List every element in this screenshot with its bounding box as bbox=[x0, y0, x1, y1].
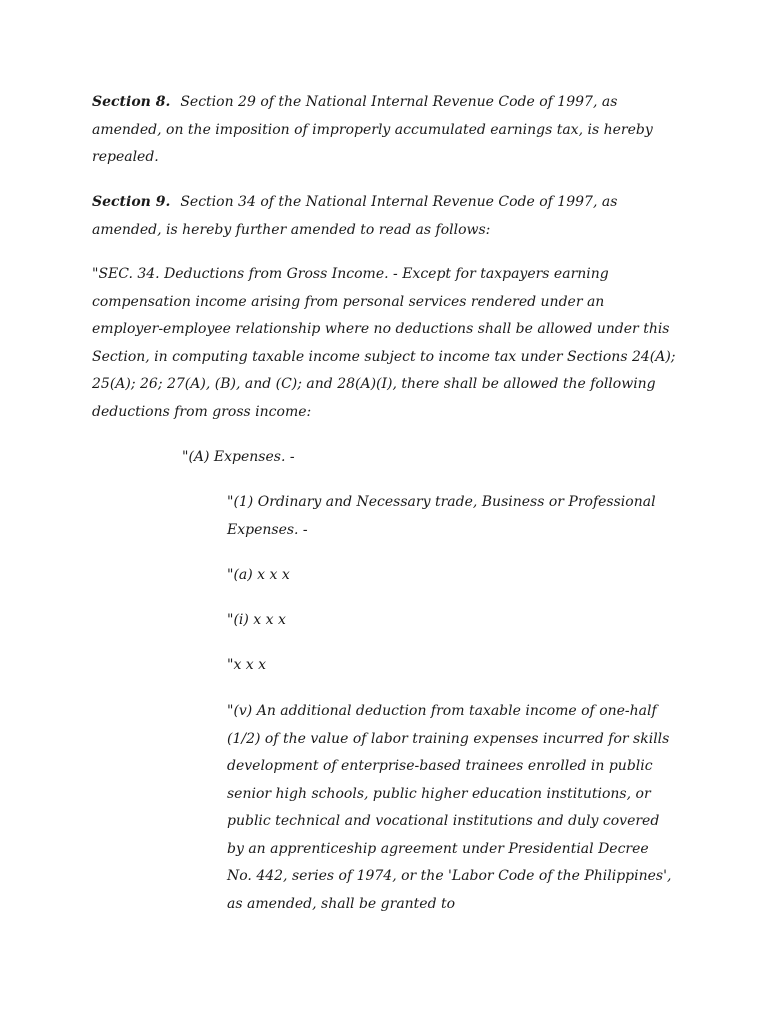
section-8-line-2: amended, on the imposition of improperly accumulated earnings tax, is hereby bbox=[92, 121, 653, 138]
section-8-label: Section 8. bbox=[92, 94, 171, 110]
item-xxx bbox=[227, 652, 266, 680]
sec-34-line: deductions from gross income: bbox=[92, 403, 312, 420]
section-9-line-2: amended, is hereby further amended to read as follows: bbox=[92, 221, 491, 238]
ordinary-expenses-paragraph bbox=[227, 489, 656, 544]
sec-34-line: 25(A); 26; 27(A), (B), and (C); and 28(A)(I), there shall be allowed the following bbox=[92, 376, 656, 392]
section-9-label: Section 9. bbox=[92, 194, 171, 210]
item-v-line: "(v) An additional deduction from taxable income of one-half bbox=[227, 703, 657, 719]
section-8-line-3: repealed. bbox=[92, 149, 159, 165]
expenses-a-heading bbox=[182, 444, 295, 472]
sec-34-line: Section, in computing taxable income subject to income tax under Sections 24(A); bbox=[92, 348, 676, 365]
item-i-text: "(i) x x x bbox=[227, 612, 286, 628]
item-v-line: senior high schools, public higher education institutions, or bbox=[227, 785, 651, 802]
item-v-line: as amended, shall be granted to bbox=[227, 895, 456, 912]
ordinary-line: Expenses. - bbox=[227, 521, 308, 538]
item-v-line: development of enterprise-based trainees enrolled in public bbox=[227, 758, 653, 774]
section-8-paragraph bbox=[92, 89, 653, 172]
sec-34-line: employer-employee relationship where no deductions shall be allowed under this bbox=[92, 321, 670, 337]
section-9-paragraph bbox=[92, 189, 617, 244]
expenses-a-text: "(A) Expenses. - bbox=[182, 449, 295, 465]
item-v-line: (1/2) of the value of labor training expenses incurred for skills bbox=[227, 730, 670, 747]
item-a-text: "(a) x x x bbox=[227, 567, 290, 583]
section-9-line-1 bbox=[92, 189, 617, 217]
item-a bbox=[227, 562, 290, 590]
item-v-paragraph bbox=[227, 698, 671, 918]
sec-34-paragraph bbox=[92, 261, 676, 426]
item-v-line: public technical and vocational institutions and duly covered bbox=[227, 813, 660, 829]
ordinary-line: "(1) Ordinary and Necessary trade, Business or Professional bbox=[227, 494, 656, 510]
item-i bbox=[227, 607, 286, 635]
section-9-text: Section 34 of the National Internal Revenue Code of 1997, as bbox=[180, 194, 618, 210]
sec-34-line: "SEC. 34. Deductions from Gross Income. - Except for taxpayers earning bbox=[92, 266, 609, 282]
section-8-text: Section 29 of the National Internal Revenue Code of 1997, as bbox=[180, 94, 618, 110]
section-8-line-1 bbox=[92, 89, 653, 117]
item-v-line: No. 442, series of 1974, or the 'Labor Code of the Philippines', bbox=[227, 868, 672, 884]
sec-34-line: compensation income arising from personal services rendered under an bbox=[92, 293, 605, 310]
item-xxx-text: "x x x bbox=[227, 657, 267, 673]
item-v-line: by an apprenticeship agreement under Presidential Decree bbox=[227, 840, 649, 857]
